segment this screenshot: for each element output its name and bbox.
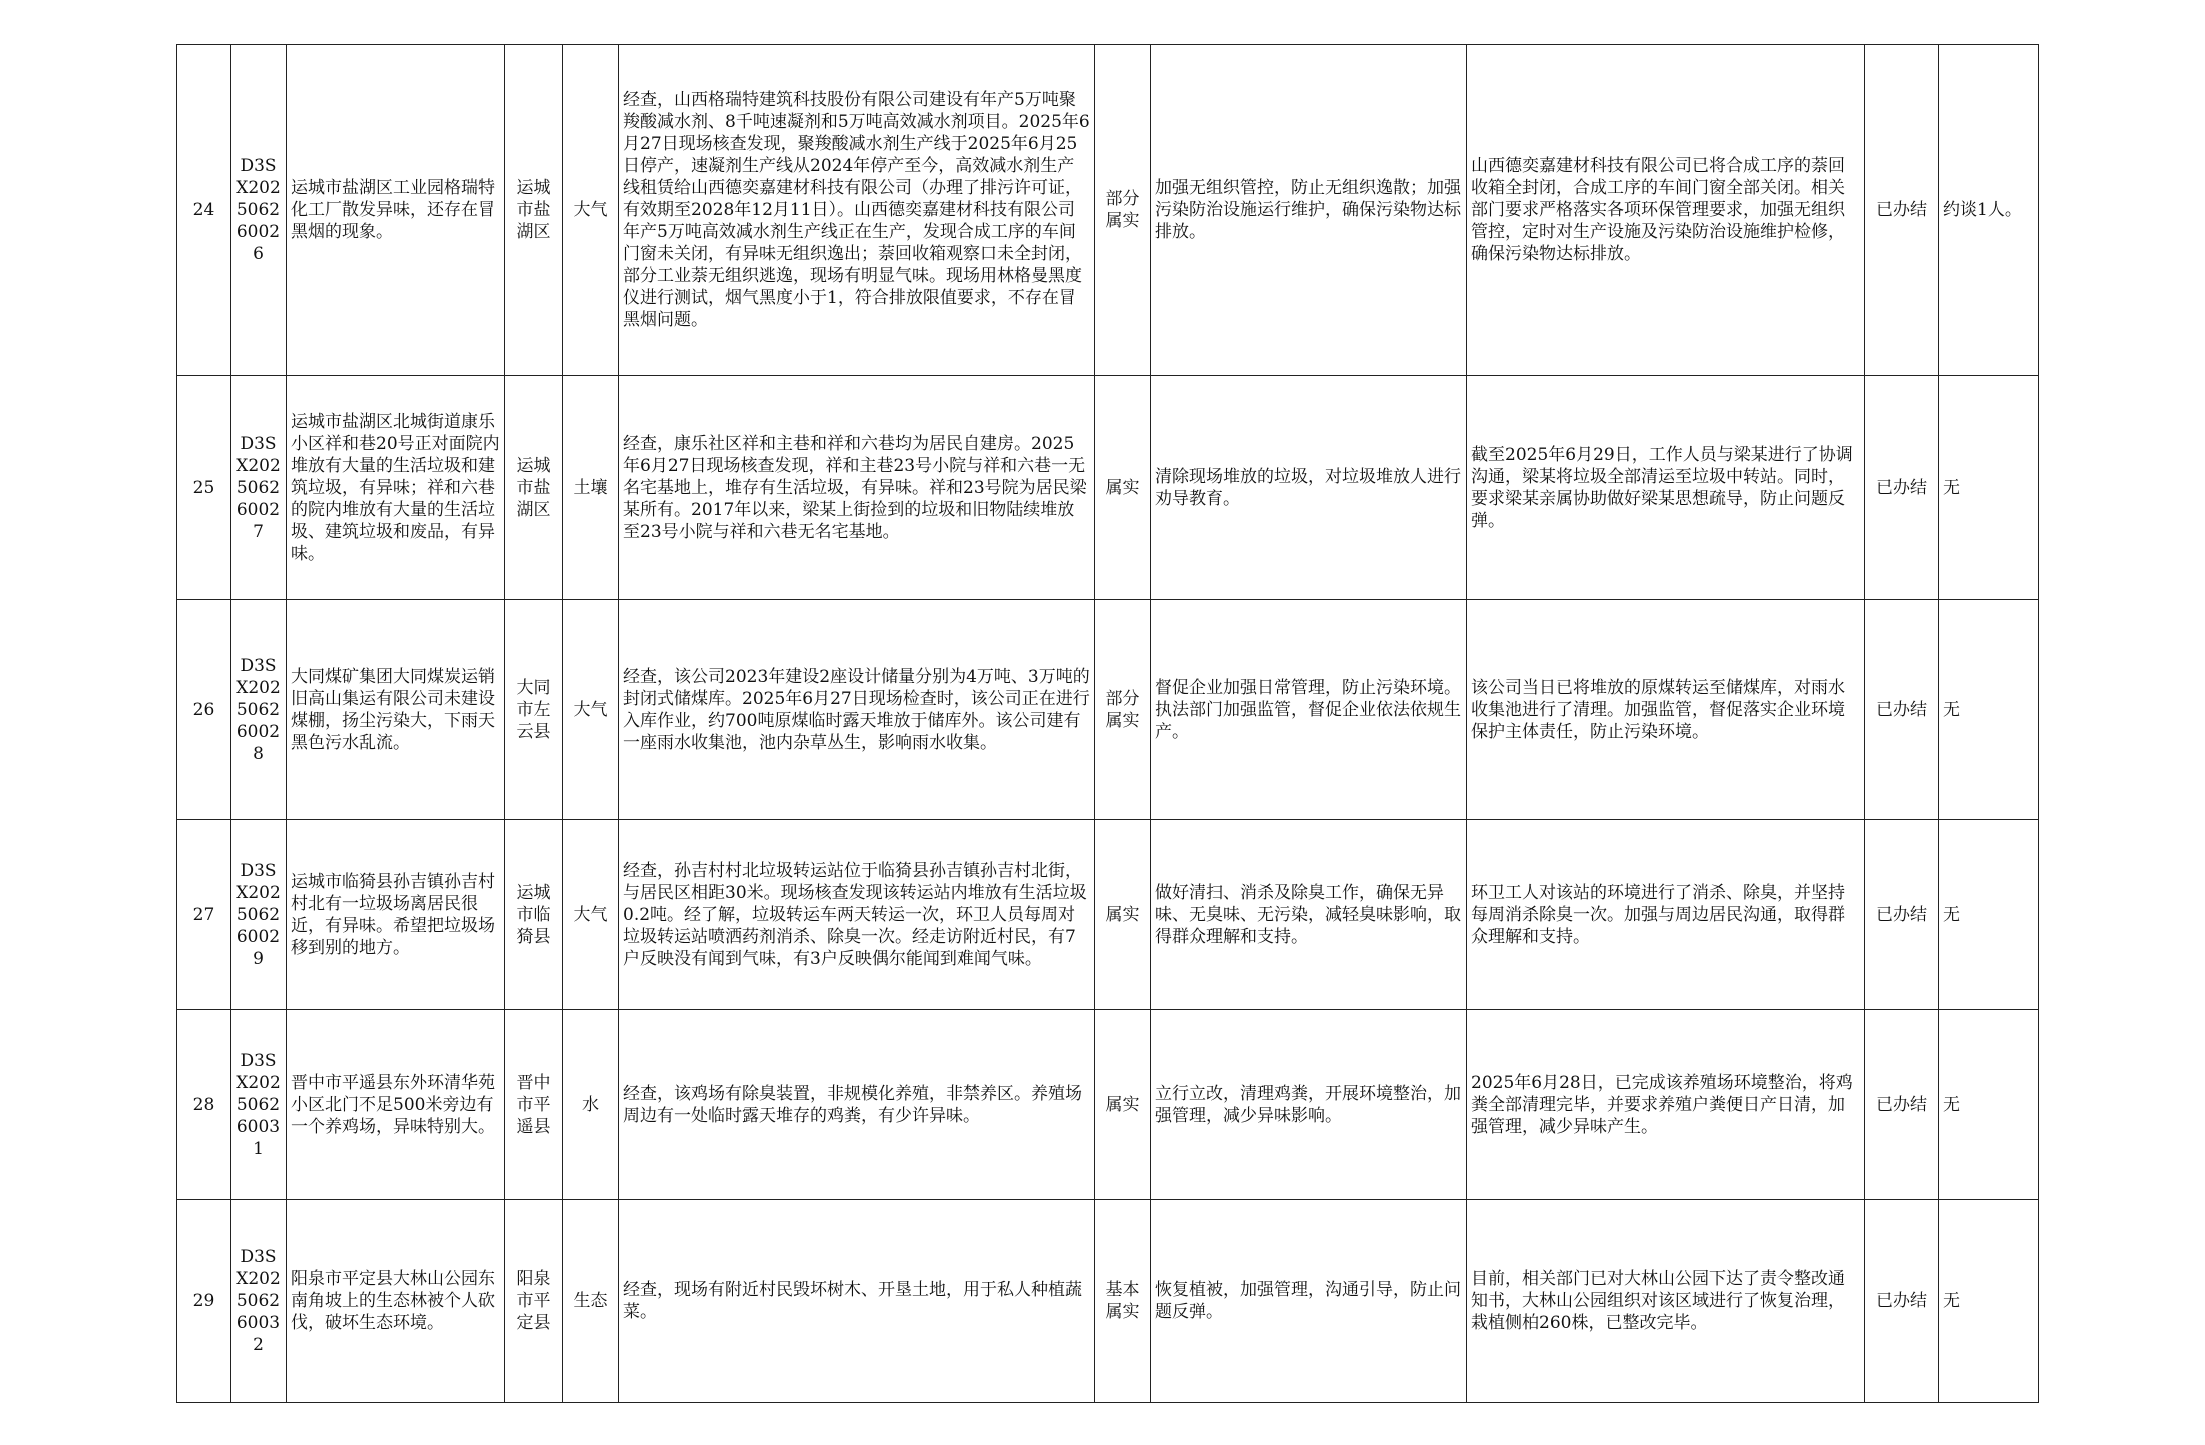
verdict: 部分属实: [1095, 45, 1151, 376]
complaint-content: 阳泉市平定县大林山公园东南角坡上的生态林被个人砍伐，破坏生态环境。: [287, 1200, 505, 1403]
row-number: 28: [177, 1010, 231, 1200]
case-code: D3SX202506260026: [231, 45, 287, 376]
pollution-type: 大气: [563, 45, 619, 376]
measures: 加强无组织管控，防止无组织逸散；加强污染防治设施运行维护，确保污染物达标排放。: [1151, 45, 1467, 376]
complaint-content: 晋中市平遥县东外环清华苑小区北门不足500米旁边有一个养鸡场，异味特别大。: [287, 1010, 505, 1200]
case-code: D3SX202506260032: [231, 1200, 287, 1403]
verdict: 基本属实: [1095, 1200, 1151, 1403]
verdict: 属实: [1095, 376, 1151, 600]
measures: 恢复植被，加强管理，沟通引导，防止问题反弹。: [1151, 1200, 1467, 1403]
status: 已办结: [1865, 600, 1939, 820]
status: 已办结: [1865, 376, 1939, 600]
complaint-content: 运城市临猗县孙吉镇孙吉村村北有一垃圾场离居民很近，有异味。希望把垃圾场移到别的地方。: [287, 820, 505, 1010]
admin-area: 运城市盐湖区: [505, 376, 563, 600]
case-code: D3SX202506260027: [231, 376, 287, 600]
measures: 立行立改，清理鸡粪，开展环境整治，加强管理，减少异味影响。: [1151, 1010, 1467, 1200]
rectification-result: 2025年6月28日，已完成该养殖场环境整治，将鸡粪全部清理完毕，并要求养殖户粪便日产日清，加强管理，减少异味产生。: [1467, 1010, 1865, 1200]
accountability: 约谈1人。: [1939, 45, 2039, 376]
case-code: D3SX202506260029: [231, 820, 287, 1010]
table-row: [177, 376, 2039, 600]
admin-area: 大同市左云县: [505, 600, 563, 820]
table-row: [177, 45, 2039, 376]
investigation-result: 经查，现场有附近村民毁坏树木、开垦土地，用于私人种植蔬菜。: [619, 1200, 1095, 1403]
rectification-result: 截至2025年6月29日，工作人员与梁某进行了协调沟通，梁某将垃圾全部清运至垃圾中转站。同时，要求梁某亲属协助做好梁某思想疏导，防止问题反弹。: [1467, 376, 1865, 600]
row-number: 26: [177, 600, 231, 820]
accountability: 无: [1939, 600, 2039, 820]
investigation-result: 经查，该公司2023年建设2座设计储量分别为4万吨、3万吨的封闭式储煤库。2025年6月27日现场检查时，该公司正在进行入库作业，约700吨原煤临时露天堆放于储库外。该公司建有一座雨水收集池，池内杂草丛生，影响雨水收集。: [619, 600, 1095, 820]
accountability: 无: [1939, 820, 2039, 1010]
admin-area: 阳泉市平定县: [505, 1200, 563, 1403]
complaint-content: 运城市盐湖区工业园格瑞特化工厂散发异味，还存在冒黑烟的现象。: [287, 45, 505, 376]
admin-area: 运城市临猗县: [505, 820, 563, 1010]
measures: 做好清扫、消杀及除臭工作，确保无异味、无臭味、无污染，减轻臭味影响，取得群众理解和支持。: [1151, 820, 1467, 1010]
rectification-result: 目前，相关部门已对大林山公园下达了责令整改通知书，大林山公园组织对该区域进行了恢复治理，栽植侧柏260株，已整改完毕。: [1467, 1200, 1865, 1403]
complaint-content: 运城市盐湖区北城街道康乐小区祥和巷20号正对面院内堆放有大量的生活垃圾和建筑垃圾，有异味；祥和六巷的院内堆放有大量的生活垃圾、建筑垃圾和废品，有异味。: [287, 376, 505, 600]
investigation-result: 经查，山西格瑞特建筑科技股份有限公司建设有年产5万吨聚羧酸减水剂、8千吨速凝剂和5万吨高效减水剂项目。2025年6月27日现场核查发现，聚羧酸减水剂生产线于2025年6月25日停产，速凝剂生产线从2024年停产至今，高效减水剂生产线租赁给山西德奕嘉建材科技有限公司（办理了排污许可证，有效期至2028年12月11日）。山西德奕嘉建材科技有限公司年产5万吨高效减水剂生产线正在生产，发现合成工序的车间门窗未关闭，有异味无组织逸出；萘回收箱观察口未全封闭，部分工业萘无组织逃逸，现场有明显气味。现场用林格曼黑度仪进行测试，烟气黑度小于1，符合排放限值要求，不存在冒黑烟问题。: [619, 45, 1095, 376]
row-number: 24: [177, 45, 231, 376]
measures: 督促企业加强日常管理，防止污染环境。执法部门加强监管，督促企业依法依规生产。: [1151, 600, 1467, 820]
pollution-type: 生态: [563, 1200, 619, 1403]
rectification-result: 环卫工人对该站的环境进行了消杀、除臭，并坚持每周消杀除臭一次。加强与周边居民沟通，取得群众理解和支持。: [1467, 820, 1865, 1010]
verdict: 部分属实: [1095, 600, 1151, 820]
row-number: 25: [177, 376, 231, 600]
investigation-result: 经查，该鸡场有除臭装置，非规模化养殖，非禁养区。养殖场周边有一处临时露天堆存的鸡粪，有少许异味。: [619, 1010, 1095, 1200]
case-code: D3SX202506260031: [231, 1010, 287, 1200]
table-row: [177, 600, 2039, 820]
investigation-result: 经查，康乐社区祥和主巷和祥和六巷均为居民自建房。2025年6月27日现场核查发现，祥和主巷23号小院与祥和六巷一无名宅基地上，堆存有生活垃圾，有异味。祥和23号院为居民梁某所有。2017年以来，梁某上街捡到的垃圾和旧物陆续堆放至23号小院与祥和六巷无名宅基地。: [619, 376, 1095, 600]
pollution-type: 土壤: [563, 376, 619, 600]
case-table: [176, 44, 2039, 1403]
case-code: D3SX202506260028: [231, 600, 287, 820]
complaint-content: 大同煤矿集团大同煤炭运销旧高山集运有限公司未建设煤棚，扬尘污染大，下雨天黑色污水乱流。: [287, 600, 505, 820]
row-number: 27: [177, 820, 231, 1010]
row-number: 29: [177, 1200, 231, 1403]
pollution-type: 大气: [563, 820, 619, 1010]
table-row: [177, 1200, 2039, 1403]
accountability: 无: [1939, 376, 2039, 600]
accountability: 无: [1939, 1200, 2039, 1403]
measures: 清除现场堆放的垃圾，对垃圾堆放人进行劝导教育。: [1151, 376, 1467, 600]
status: 已办结: [1865, 1010, 1939, 1200]
pollution-type: 大气: [563, 600, 619, 820]
accountability: 无: [1939, 1010, 2039, 1200]
admin-area: 运城市盐湖区: [505, 45, 563, 376]
investigation-result: 经查，孙吉村村北垃圾转运站位于临猗县孙吉镇孙吉村北街，与居民区相距30米。现场核查发现该转运站内堆放有生活垃圾0.2吨。经了解，垃圾转运车两天转运一次，环卫人员每周对垃圾转运站喷洒药剂消杀、除臭一次。经走访附近村民，有7户反映没有闻到气味，有3户反映偶尔能闻到难闻气味。: [619, 820, 1095, 1010]
pollution-type: 水: [563, 1010, 619, 1200]
admin-area: 晋中市平遥县: [505, 1010, 563, 1200]
verdict: 属实: [1095, 1010, 1151, 1200]
verdict: 属实: [1095, 820, 1151, 1010]
table-row: [177, 1010, 2039, 1200]
status: 已办结: [1865, 45, 1939, 376]
status: 已办结: [1865, 1200, 1939, 1403]
rectification-result: 山西德奕嘉建材科技有限公司已将合成工序的萘回收箱全封闭，合成工序的车间门窗全部关闭。相关部门要求严格落实各项环保管理要求，加强无组织管控，定时对生产设施及污染防治设施维护检修，确保污染物达标排放。: [1467, 45, 1865, 376]
status: 已办结: [1865, 820, 1939, 1010]
table-row: [177, 820, 2039, 1010]
rectification-result: 该公司当日已将堆放的原煤转运至储煤库，对雨水收集池进行了清理。加强监管，督促落实企业环境保护主体责任，防止污染环境。: [1467, 600, 1865, 820]
